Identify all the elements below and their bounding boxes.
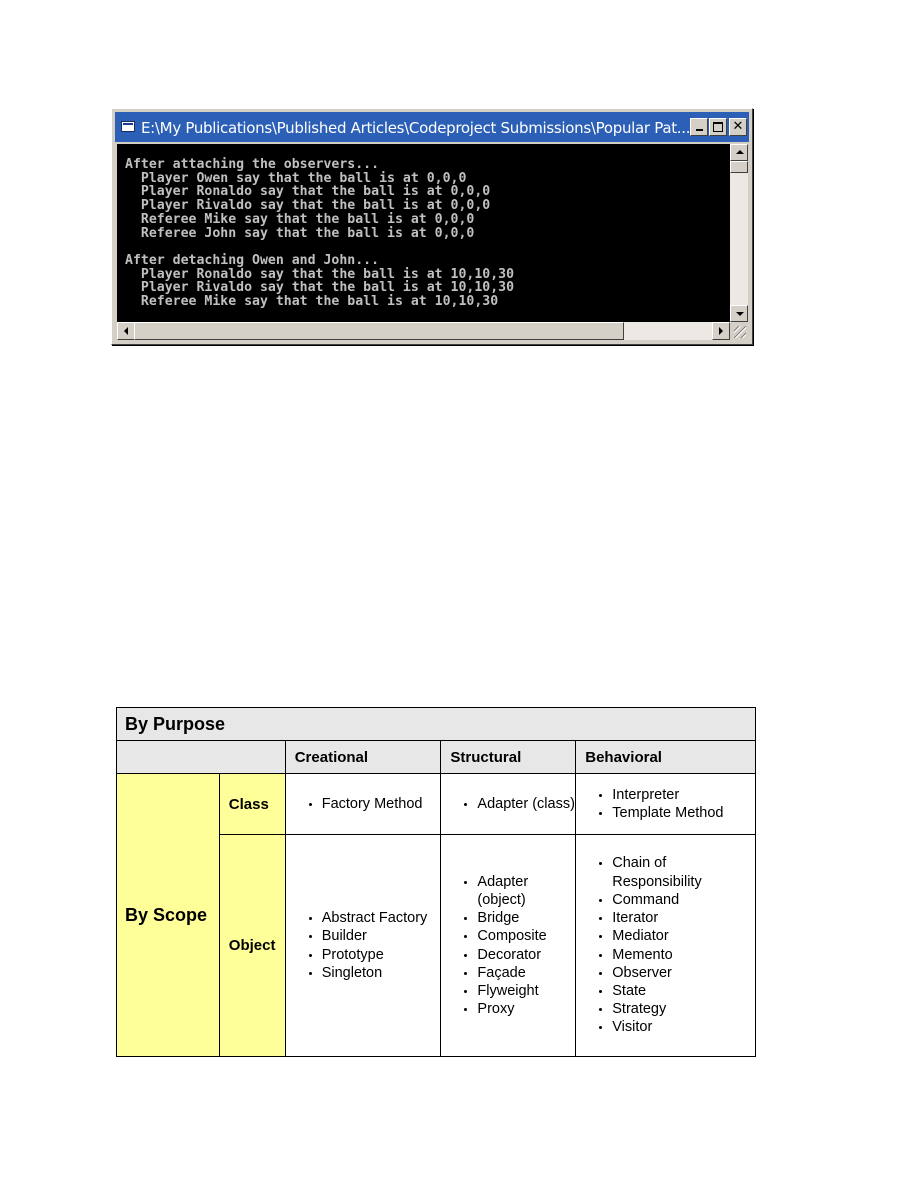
console-line: Player Rivaldo say that the ball is at 10,10,30 <box>125 280 515 296</box>
pattern-item: • Adapter (object) <box>477 873 575 909</box>
console-line: Referee John say that the ball is at 0,0,0 <box>125 225 475 241</box>
console-title-bar[interactable] <box>115 112 749 142</box>
minimize-icon <box>696 129 703 131</box>
console-line: Player Owen say that the ball is at 0,0,0 <box>125 170 467 186</box>
scroll-down-button[interactable] <box>730 305 748 322</box>
pattern-item: • Builder <box>322 927 441 945</box>
by-scope-header: By Scope <box>117 774 220 1057</box>
console-line: Referee Mike say that the ball is at 10,10,30 <box>125 294 499 310</box>
pattern-item: • Abstract Factory <box>322 909 441 927</box>
pattern-item: • Composite <box>477 927 575 945</box>
pattern-list <box>576 786 755 822</box>
arrow-up-icon <box>736 150 744 154</box>
arrow-left-icon <box>124 327 128 335</box>
row-header-object: Object <box>219 835 285 1057</box>
console-line: Player Ronaldo say that the ball is at 10,10,30 <box>125 266 515 282</box>
pattern-item: • Chain of Responsibility <box>612 854 755 890</box>
pattern-item: • Adapter (class) <box>477 795 575 813</box>
pattern-item: • Flyweight <box>477 982 575 1000</box>
pattern-item: • Bridge <box>477 909 575 927</box>
pattern-item: • Iterator <box>612 909 755 927</box>
column-header-structural: Structural <box>441 741 576 774</box>
console-line: Player Rivaldo say that the ball is at 0,0,0 <box>125 198 491 214</box>
maximize-button[interactable] <box>709 118 727 136</box>
maximize-icon <box>713 122 723 132</box>
pattern-item: • Decorator <box>477 946 575 964</box>
pattern-list <box>286 909 441 982</box>
pattern-item: • Prototype <box>322 946 441 964</box>
column-header-creational: Creational <box>285 741 441 774</box>
pattern-item: • Façade <box>477 964 575 982</box>
row-header-class: Class <box>219 774 285 835</box>
pattern-item: • Interpreter <box>612 786 755 804</box>
cell-object-behavioral <box>576 835 756 1057</box>
scroll-right-button[interactable] <box>712 322 730 340</box>
resize-grip-icon <box>734 326 746 338</box>
design-patterns-table <box>116 707 756 1057</box>
cell-object-creational <box>285 835 441 1057</box>
pattern-item: • Strategy <box>612 1000 755 1018</box>
pattern-item: • Visitor <box>612 1018 755 1036</box>
arrow-down-icon <box>736 312 744 316</box>
console-output[interactable] <box>117 144 730 322</box>
column-header-behavioral: Behavioral <box>576 741 756 774</box>
close-icon: ✕ <box>732 119 744 134</box>
corner-cell <box>117 741 286 774</box>
pattern-item: • Template Method <box>612 804 755 822</box>
close-button[interactable] <box>729 118 747 136</box>
horizontal-scroll-thumb[interactable] <box>134 322 624 340</box>
console-line: After detaching Owen and John... <box>125 252 380 268</box>
vertical-scrollbar[interactable] <box>730 144 748 322</box>
minimize-button[interactable] <box>690 118 708 136</box>
pattern-item: • Factory Method <box>322 795 441 813</box>
pattern-list <box>576 854 755 1036</box>
console-line: Player Ronaldo say that the ball is at 0,0,0 <box>125 184 491 200</box>
console-text <box>117 144 730 309</box>
pattern-list <box>286 795 441 813</box>
console-window <box>111 108 753 345</box>
pattern-item: • State <box>612 982 755 1000</box>
console-line: Referee Mike say that the ball is at 0,0,0 <box>125 211 475 227</box>
cell-class-behavioral <box>576 774 756 835</box>
pattern-item: • Observer <box>612 964 755 982</box>
pattern-item: • Proxy <box>477 1000 575 1018</box>
horizontal-scrollbar[interactable] <box>117 322 730 340</box>
cell-class-structural <box>441 774 576 835</box>
scroll-left-button[interactable] <box>117 322 135 340</box>
console-line: After attaching the observers... <box>125 157 380 172</box>
pattern-item: • Mediator <box>612 927 755 945</box>
pattern-list <box>441 873 575 1019</box>
pattern-item: • Memento <box>612 946 755 964</box>
pattern-item: • Command <box>612 891 755 909</box>
console-window-icon[interactable] <box>121 121 135 132</box>
arrow-right-icon <box>719 327 723 335</box>
cell-class-creational <box>285 774 441 835</box>
scroll-up-button[interactable] <box>730 144 748 161</box>
pattern-item: • Singleton <box>322 964 441 982</box>
vertical-scroll-thumb[interactable] <box>730 161 748 173</box>
cell-object-structural <box>441 835 576 1057</box>
by-purpose-header: By Purpose <box>117 708 756 741</box>
console-title: E:\My Publications\Published Articles\Codeproject Submissions\Popular Pat... <box>141 119 691 137</box>
pattern-list <box>441 795 575 813</box>
resize-grip[interactable] <box>730 322 748 340</box>
